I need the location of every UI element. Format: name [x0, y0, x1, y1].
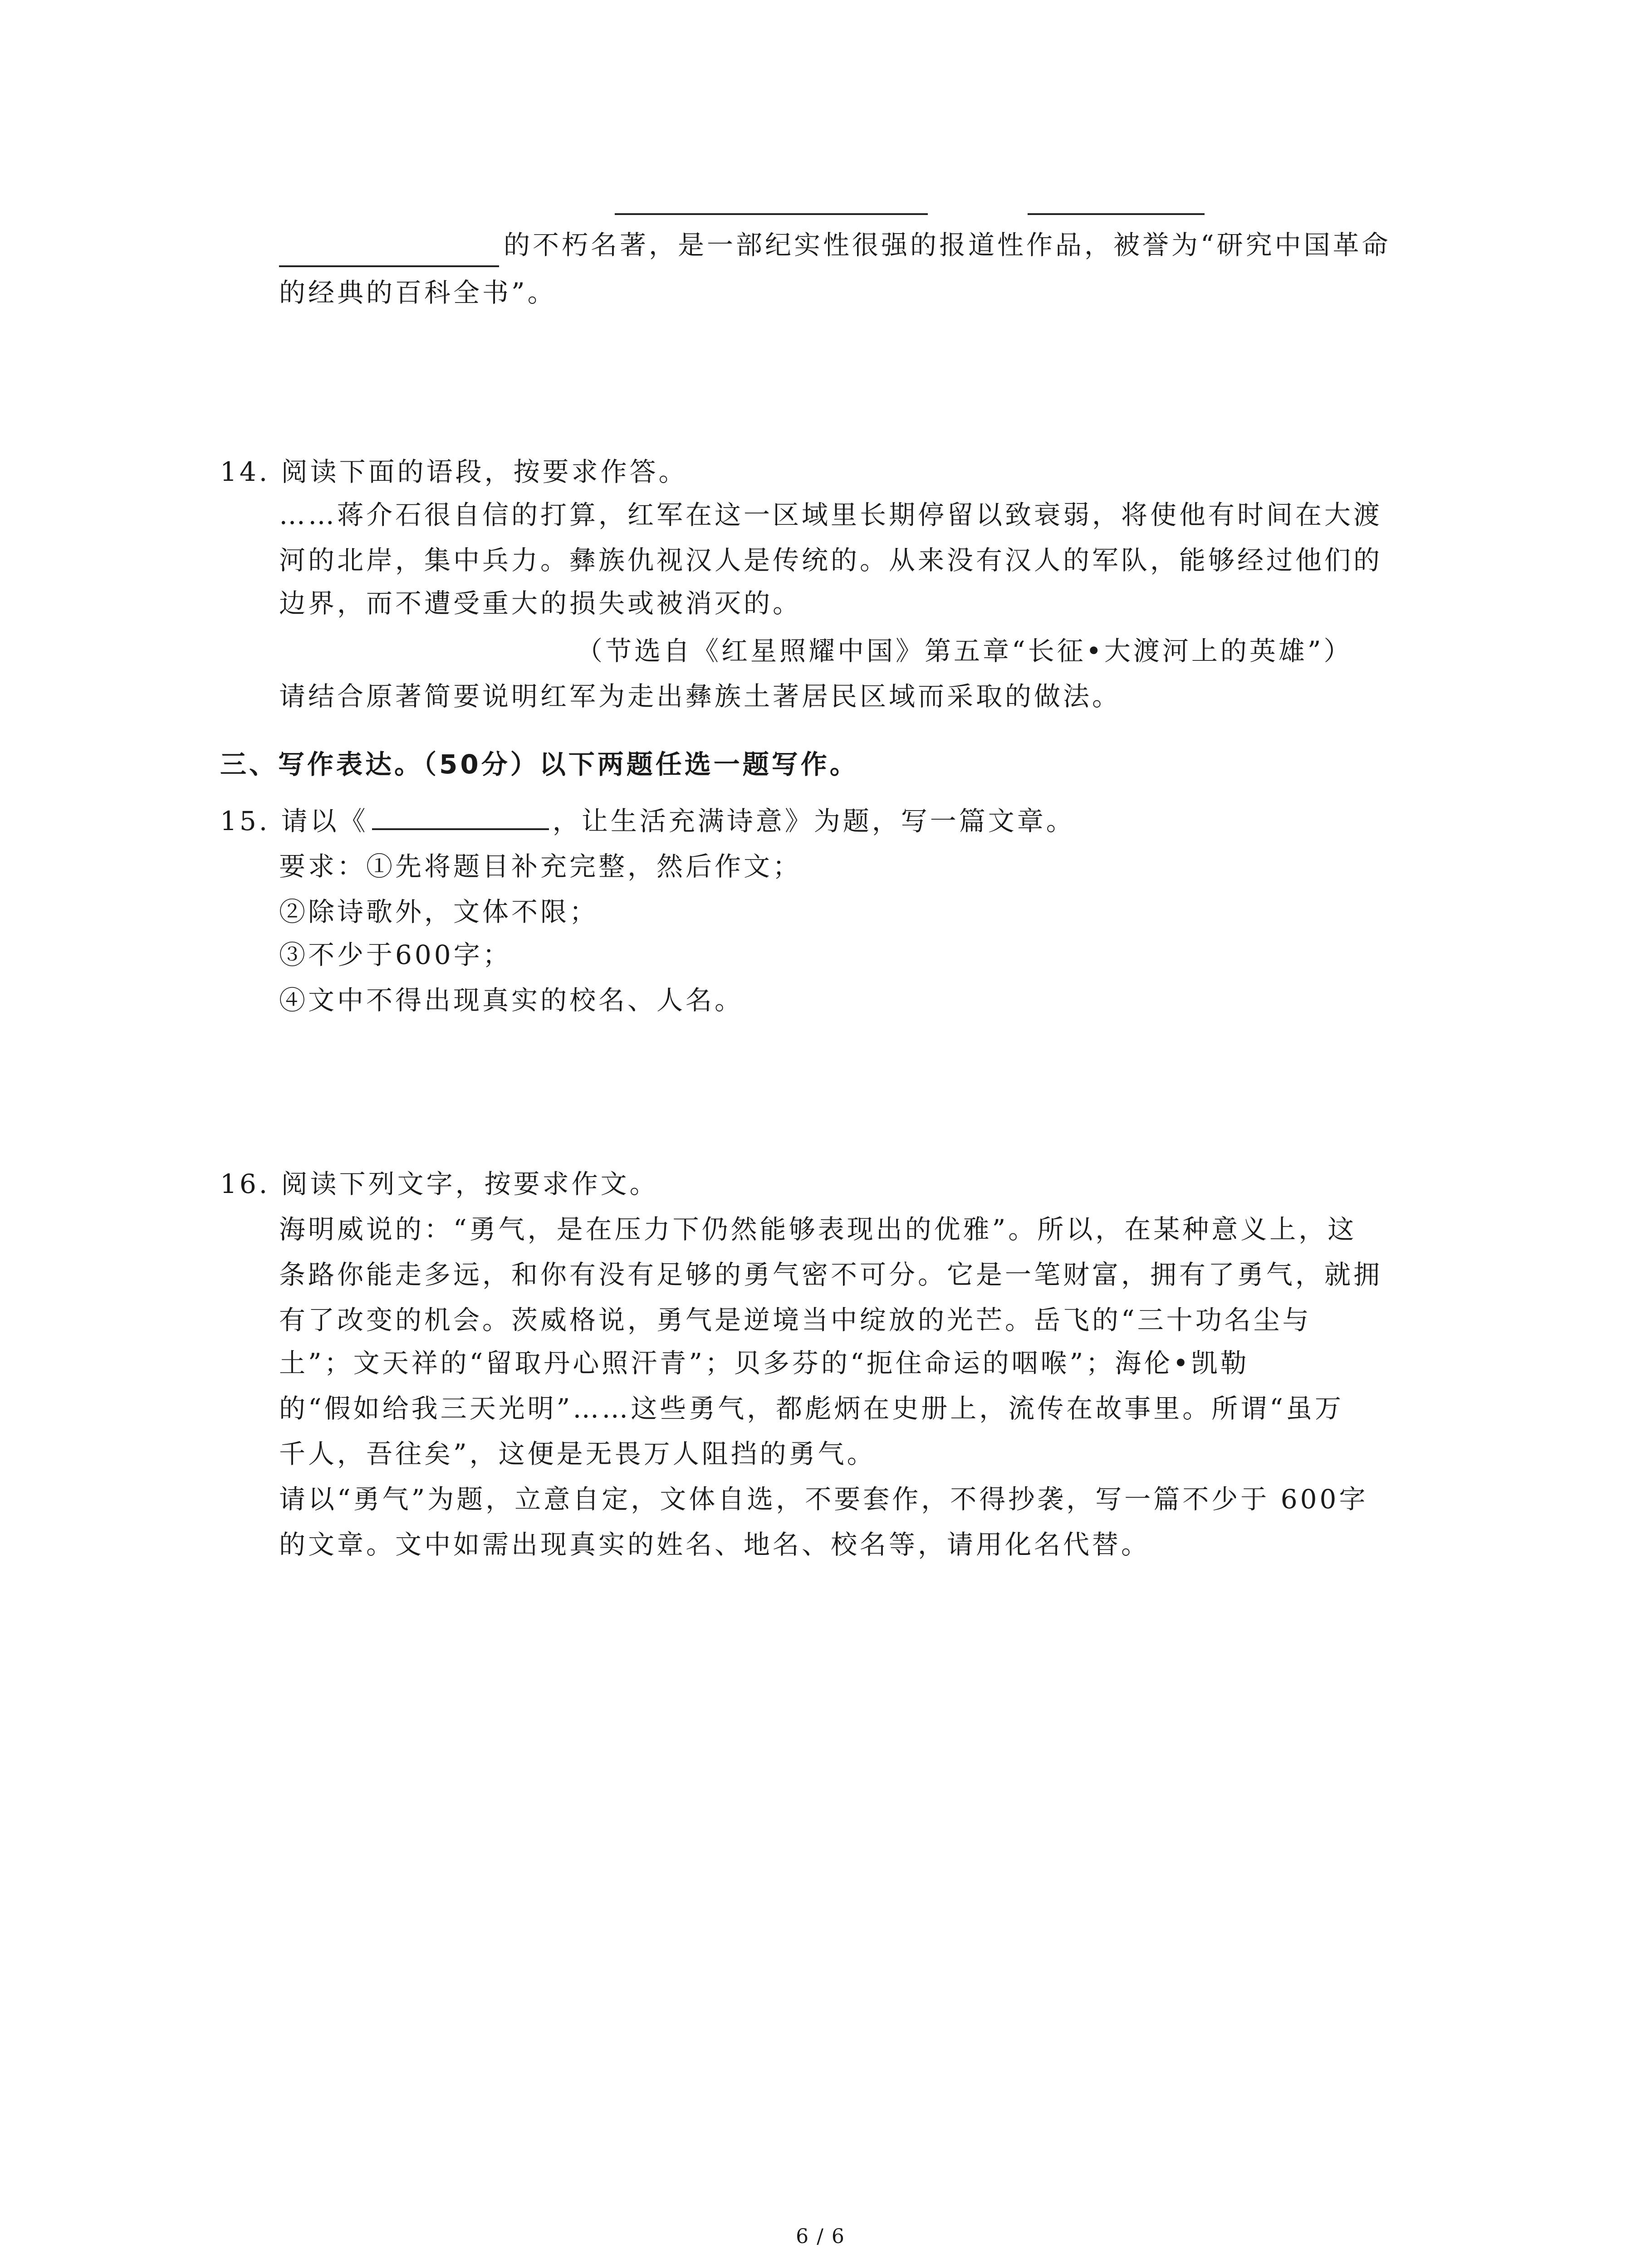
q15-requirement-2: ②除诗歌外，文体不限； — [279, 896, 599, 927]
q16-passage-line-7: 请以“勇气”为题，立意自定，文体自选，不要套作，不得抄袭，写一篇不少于 600字 — [279, 1484, 1368, 1515]
q14-passage-line-1: ……蒋介石很自信的打算，红军在这一区域里长期停留以致衰弱，将使他有时间在大渡 — [279, 499, 1383, 530]
page-number: 6 / 6 — [796, 2225, 845, 2248]
q14-passage-line-2: 河的北岸，集中兵力。彝族仇视汉人是传统的。从来没有汉人的军队，能够经过他们的 — [279, 545, 1383, 576]
q14-prompt: 14. 阅读下面的语段，按要求作答。 — [220, 456, 688, 487]
q15-title-blank[interactable] — [372, 805, 549, 830]
q13-text-line-2: 的经典的百科全书”。 — [279, 277, 557, 308]
q16-passage-line-4: 土”；文天祥的“留取丹心照汗青”；贝多芬的“扼住命运的咽喉”；海伦•凯勒 — [279, 1348, 1249, 1378]
answer-blank-2[interactable] — [1028, 213, 1205, 215]
q15-requirement-4: ④文中不得出现真实的校名、人名。 — [279, 985, 744, 1016]
q16-passage-line-3: 有了改变的机会。茨威格说，勇气是逆境当中绽放的光芒。岳飞的“三十功名尘与 — [279, 1305, 1312, 1335]
q16-passage-line-5: 的“假如给我三天光明”……这些勇气，都彪炳在史册上，流传在故事里。所谓“虽万 — [279, 1393, 1344, 1424]
q15-requirement-3: ③不少于600字； — [279, 939, 512, 970]
q15-prompt-before: 15. 请以《 — [220, 806, 368, 836]
section-3-heading: 三、写作表达。（50分）以下两题任选一题写作。 — [220, 749, 859, 780]
q13-text-line-1: 的不朽名著，是一部纪实性很强的报道性作品，被誉为“研究中国革命 — [504, 230, 1391, 260]
q16-passage-line-6: 千人，吾往矣”，这便是无畏万人阻挡的勇气。 — [279, 1438, 876, 1469]
answer-blank-3[interactable] — [279, 265, 499, 267]
q14-passage-line-3: 边界，而不遭受重大的损失或被消灭的。 — [279, 588, 802, 619]
q16-passage-line-8: 的文章。文中如需出现真实的姓名、地名、校名等，请用化名代替。 — [279, 1529, 1151, 1560]
q14-source: （节选自《红星照耀中国》第五章“长征•大渡河上的英雄”） — [576, 635, 1353, 666]
q15-prompt — [220, 803, 1075, 839]
q14-question: 请结合原著简要说明红军为走出彝族土著居民区域而采取的做法。 — [279, 681, 1122, 712]
q16-passage-line-1: 海明威说的：“勇气，是在压力下仍然能够表现出的优雅”。所以，在某种意义上，这 — [279, 1214, 1357, 1245]
q16-passage-line-2: 条路你能走多远，和你有没有足够的勇气密不可分。它是一笔财富，拥有了勇气，就拥 — [279, 1259, 1383, 1290]
answer-blank-1[interactable] — [615, 213, 928, 215]
q15-prompt-after: ，让生活充满诗意》为题，写一篇文章。 — [552, 806, 1075, 836]
q15-requirement-1: 要求：①先将题目补充完整，然后作文； — [279, 851, 802, 882]
q16-prompt: 16. 阅读下列文字，按要求作文。 — [220, 1168, 659, 1199]
